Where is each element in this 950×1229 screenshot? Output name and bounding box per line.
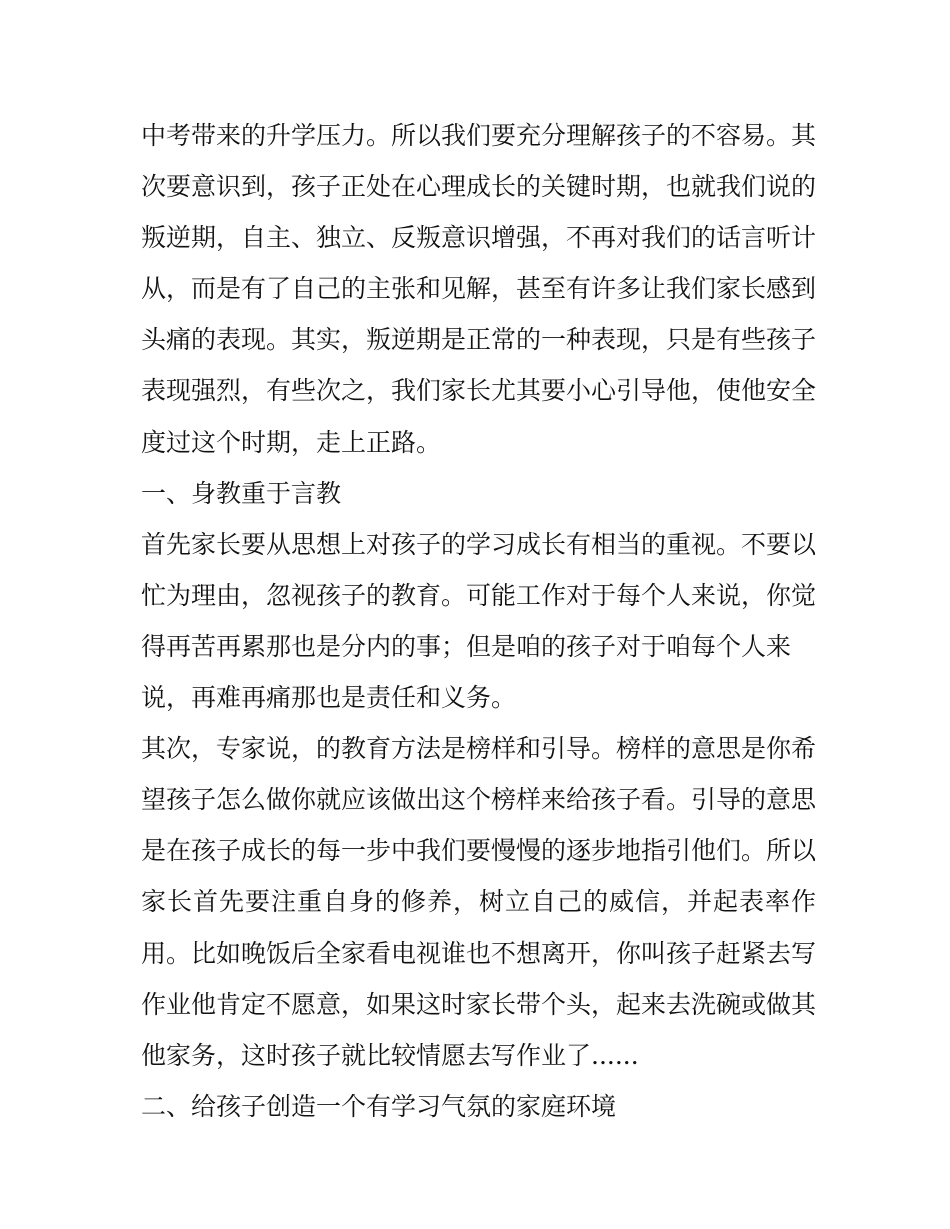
text-line: 表现强烈，有些次之，我们家长尤其要小心引导他，使他安全 bbox=[141, 376, 817, 406]
text-line: 得再苦再累那也是分内的事；但是咱的孩子对于咱每个人来 bbox=[141, 631, 792, 661]
text-line: 头痛的表现。其实，叛逆期是正常的一种表现，只是有些孩子 bbox=[141, 325, 817, 355]
text-line: 首先家长要从思想上对孩子的学习成长有相当的重视。不要以 bbox=[141, 529, 817, 559]
text-line: 忙为理由，忽视孩子的教育。可能工作对于每个人来说，你觉 bbox=[141, 580, 817, 610]
text-line: 作业他肯定不愿意，如果这时家长带个头，起来去洗碗或做其 bbox=[141, 989, 817, 1019]
text-line: 叛逆期，自主、独立、反叛意识增强，不再对我们的话言听计 bbox=[141, 223, 817, 253]
text-line: 家长首先要注重自身的修养，树立自己的威信，并起表率作 bbox=[141, 887, 816, 917]
text-line: 他家务，这时孩子就比较情愿去写作业了...... bbox=[141, 1040, 639, 1070]
text-line: 用。比如晚饭后全家看电视谁也不想离开，你叫孩子赶紧去写 bbox=[141, 938, 817, 968]
paragraph-importance bbox=[141, 519, 816, 723]
text-line: 中考带来的升学压力。所以我们要充分理解孩子的不容易。其 bbox=[141, 121, 817, 150]
text-line: 说，再难再痛那也是责任和义务。 bbox=[141, 683, 517, 713]
document-body bbox=[141, 110, 816, 1132]
text-line: 从，而是有了自己的主张和见解，甚至有许多让我们家长感到 bbox=[141, 274, 817, 304]
text-line: 次要意识到，孩子正处在心理成长的关键时期，也就我们说的 bbox=[141, 172, 817, 202]
paragraph-role-model bbox=[141, 723, 816, 1081]
heading-text: 一、身教重于言教 bbox=[141, 478, 342, 508]
text-line: 其次，专家说，的教育方法是榜样和引导。榜样的意思是你希 bbox=[141, 734, 817, 764]
text-line: 度过这个时期，走上正路。 bbox=[141, 427, 442, 457]
text-line: 是在孩子成长的每一步中我们要慢慢的逐步地指引他们。所以 bbox=[141, 836, 817, 866]
section-heading-1 bbox=[141, 468, 816, 519]
section-heading-2 bbox=[141, 1081, 816, 1132]
text-line: 望孩子怎么做你就应该做出这个榜样来给孩子看。引导的意思 bbox=[141, 785, 817, 815]
heading-text: 二、给孩子创造一个有学习气氛的家庭环境 bbox=[141, 1091, 617, 1121]
paragraph-intro bbox=[141, 110, 816, 468]
